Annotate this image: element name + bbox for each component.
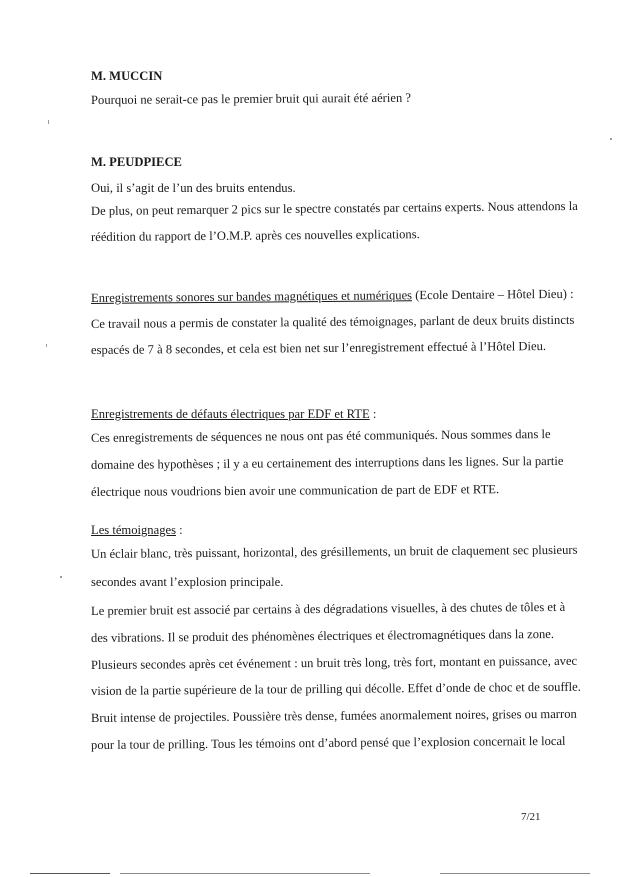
section-heading-electrical-suffix: : <box>369 407 377 421</box>
section-heading-recordings-title: Enregistrements sonores sur bandes magnétiques et numériques <box>90 288 413 305</box>
speaker-name-muccin: M. MUCCIN <box>91 69 163 83</box>
section-testimonies-line-5: Plusieurs secondes après cet événement : un bruit très long, très fort, montant en puissance, avec <box>90 653 578 672</box>
scan-speck <box>46 344 47 347</box>
section-heading-electrical-title: Enregistrements de défauts électriques par EDF et RTE <box>91 407 370 421</box>
scan-speck <box>610 138 612 140</box>
speaker-line-peudpiece-2: De plus, on peut remarquer 2 pics sur le spectre constatés par certains experts. Nous attendons la <box>90 198 578 218</box>
scan-footer-line <box>440 873 590 874</box>
section-testimonies-line-2: secondes avant l’explosion principale. <box>91 575 284 589</box>
section-electrical-line-2: domaine des hypothèses ; il y a eu certainement des interruptions dans les lignes. Sur la partie <box>90 453 564 472</box>
scan-speck <box>48 120 49 124</box>
section-heading-testimonies <box>91 522 581 538</box>
section-heading-electrical <box>91 406 581 422</box>
section-recordings-line-1: Ce travail nous a permis de constater la qualité des témoignages, parlant de deux bruits distincts <box>90 312 575 331</box>
section-heading-recordings <box>91 286 581 306</box>
section-testimonies-line-3: Le premier bruit est associé par certains à des dégradations visuelles, à des chutes de tôles et à <box>90 599 566 618</box>
section-heading-recordings-suffix: (Ecole Dentaire – Hôtel Dieu) : <box>411 286 574 303</box>
section-heading-testimonies-suffix: : <box>175 523 183 537</box>
section-heading-testimonies-title: Les témoignages <box>91 523 176 537</box>
scan-footer-line <box>30 873 110 874</box>
section-electrical-line-3: électrique nous voudrions bien avoir une communication de part de EDF et RTE. <box>90 482 500 499</box>
page-number: 7/21 <box>521 811 541 823</box>
scan-speck <box>60 576 62 578</box>
speaker-line-muccin: Pourquoi ne serait-ce pas le premier bruit qui aurait été aérien ? <box>90 90 412 107</box>
section-testimonies-line-1: Un éclair blanc, très puissant, horizontal, des grésillements, un bruit de claquement sec plusieurs <box>90 542 578 561</box>
speaker-line-peudpiece-1: Oui, il s’agit de l’un des bruits entendus. <box>91 181 296 195</box>
speaker-line-peudpiece-3: réédition du rapport de l’O.M.P. après ces nouvelles explications. <box>90 227 420 244</box>
section-testimonies-line-4: des vibrations. Il se produit des phénomènes électriques et électromagnétiques dans la zone. <box>90 626 555 645</box>
section-testimonies-line-6: vision de la partie supérieure de la tour de prilling qui décolle. Effet d’onde de choc et de souffle. <box>90 679 581 698</box>
scan-footer-line <box>120 873 370 874</box>
speaker-name-peudpiece: M. PEUDPIECE <box>91 155 182 169</box>
section-electrical-line-1: Ces enregistrements de séquences ne nous ont pas été communiqués. Nous sommes dans le <box>90 426 551 445</box>
section-testimonies-line-7: Bruit intense de projectiles. Poussière très dense, fumées anormalement noires, grises ou marron <box>90 706 577 725</box>
section-recordings-line-2: espacés de 7 à 8 secondes, et cela est bien net sur l’enregistrement effectué à l’Hôtel Dieu. <box>90 339 547 357</box>
section-testimonies-line-8: pour la tour de prilling. Tous les témoins ont d’abord pensé que l’explosion concernait le local <box>90 733 566 752</box>
